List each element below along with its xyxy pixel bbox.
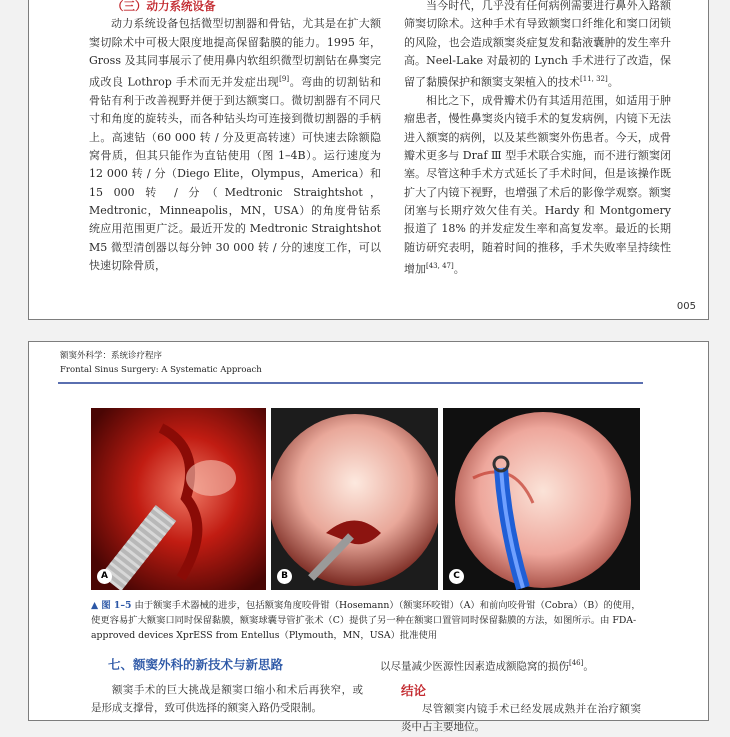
paragraph-text: 。: [453, 262, 465, 276]
panel-label: B: [277, 569, 292, 584]
panel-label: A: [97, 569, 112, 584]
conclusion-heading: 结论: [401, 683, 427, 698]
paragraph-text: 。: [607, 75, 619, 89]
photo-a-graphic: [91, 408, 266, 590]
endoscopic-photo-a: [91, 408, 266, 590]
paragraph-text: 。: [583, 660, 594, 673]
paragraph-text: 动力系统设备包括微型切割器和骨钻，尤其是在扩大额窦切除术中可极大限度地提高保留黏膜的能力。1995 年，Gross 及其同事展示了使用鼻内软组织微型切割钻在鼻窦完成改良 Lothrop 手术而无并发症出现: [89, 17, 381, 89]
figure-label: ▲ 图 1–5: [91, 600, 132, 611]
running-head-en: Frontal Sinus Surgery: A Systematic Approach: [60, 365, 262, 375]
upper-page: [28, 0, 709, 320]
endoscopic-photo-b: [271, 408, 438, 590]
paragraph-text: 当今时代，几乎没有任何病例需要进行鼻外入路额筛窦切除术。这种手术有导致额窦口纤维化和窦口闭锁的风险，也会造成额窦炎症复发和黏液囊肿的发生率升高。Neel-Lake 对最初的 Lynch 手术进行了改造，保留了黏膜保护和额窦支架植入的技术: [404, 0, 671, 89]
paragraph: [404, 0, 671, 92]
caption-text: 由于额窦手术器械的进步，包括额窦角度咬骨钳（Hosemann）（额窦环咬钳）（A）和前向咬骨钳（Cobra）（B）的使用，使更容易扩大额窦口同时保留黏膜，额窦球囊导管扩张术（C）提供了另一种在额窦口置管同时保留黏膜的方法，如图所示。由 FDA-approved devices XprESS from Entellus（Plymouth，MN，USA）批准使用: [91, 600, 641, 641]
paragraph: [89, 15, 381, 275]
reference: [43, 47]: [426, 261, 454, 270]
section-heading: （三）动力系统设备: [112, 0, 216, 13]
section-7-heading: 七、额窦外科的新技术与新思路: [108, 657, 284, 672]
paragraph-text: 。弯曲的切割钻和骨钻有利于改善视野并便于到达额窦口。微切割器有不同尺寸和角度的旋转头，而各种钻头均可连接到微切割器的手柄上。高速钻（60 000 转 / 分及更高转速）可快速去除额隐窝骨质，但其只能作为直钻使用（图 1–4B）。运行速度为 12 000 转 / 分（Diego Elite，Olympus，America）和 15 000 转 / 分（Medtronic Straightshot，Medtronic，Minneapolis，MN，USA）的角度骨钻系统应用范围更广泛。最近开发的 Medtronic Straightshot M5 微型清创器以每分钟 30 000 转 / 分的速度工作，可以快速切除骨质，: [89, 75, 381, 272]
paragraph: 尽管额窦内镜手术已经发展成熟并在治疗额窦炎中占主要地位。: [401, 703, 641, 734]
header-rule: [58, 382, 643, 384]
running-head-cn: 额窦外科学：系统诊疗程序: [60, 351, 163, 361]
paragraph: 额窦手术的巨大挑战是额窦口缩小和术后再狭窄，或是形成支撑骨，致可供选择的额窦入路仍受限制。: [91, 684, 363, 715]
reference: [11, 32]: [580, 75, 608, 84]
left-column: [89, 0, 381, 275]
photo-b-graphic: [271, 408, 438, 590]
reference: [46]: [569, 659, 584, 667]
right-body-text: [380, 654, 642, 676]
paragraph-text: 相比之下，成骨瓣术仍有其适用范围，如适用于肿瘤患者，慢性鼻窦炎内镜手术的复发病例，内镜下无法进入额窦的病例，以及某些额窦外伤患者。今天，成骨瓣术更多与 Draf Ⅲ 型手术联合实施，而不进行额窦闭塞。尽管这种手术方式延长了手术时间，但是该操作既扩大了内镜下视野，也增强了术后的影像学观察。额窦闭塞与长期疗效欠佳有关。Hardy 和 Montgomery 报道了 18% 的并发症发生率和高复发率。最近的长期随访研究表明，随着时间的推移，手术失败率呈持续性增加: [404, 94, 671, 276]
right-column: [404, 0, 671, 279]
figure-caption: [91, 598, 643, 643]
left-body-text: [91, 681, 363, 718]
reference: [9]: [279, 75, 290, 84]
photo-c-graphic: [443, 408, 640, 590]
paragraph: [380, 654, 642, 676]
page-number: 005: [676, 301, 696, 312]
paragraph: [404, 92, 671, 279]
paragraph-text: 以尽量减少医源性因素造成额隐窝的损伤: [380, 660, 569, 673]
conclusion-text: [401, 700, 641, 737]
panel-label: C: [449, 569, 464, 584]
endoscopic-photo-c: [443, 408, 640, 590]
